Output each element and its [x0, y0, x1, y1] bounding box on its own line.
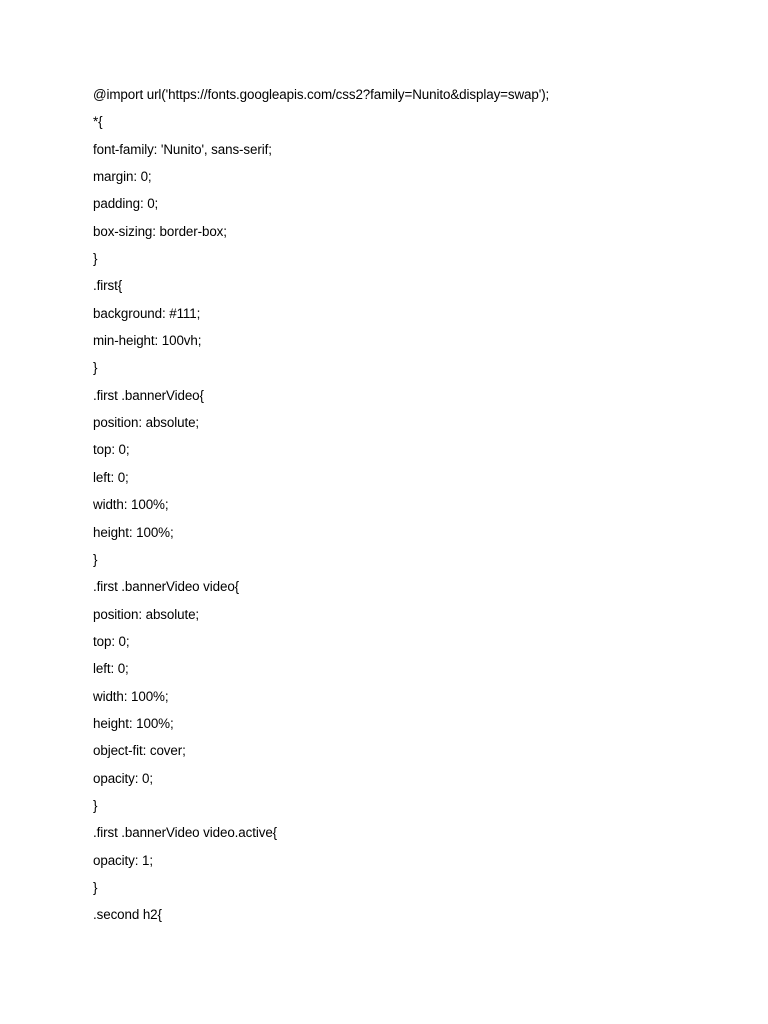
code-line: font-family: 'Nunito', sans-serif;: [93, 141, 272, 157]
code-line: position: absolute;: [93, 606, 200, 622]
code-line: }: [93, 360, 98, 376]
code-line: }: [93, 551, 98, 567]
code-line: opacity: 0;: [93, 770, 153, 786]
code-line: box-sizing: border-box;: [93, 223, 227, 239]
code-line: min-height: 100vh;: [93, 333, 202, 349]
code-line: height: 100%;: [93, 715, 174, 731]
code-line: top: 0;: [93, 442, 130, 458]
code-line: .second h2{: [93, 907, 162, 923]
code-line: object-fit: cover;: [93, 743, 186, 759]
code-line: *{: [93, 114, 103, 130]
code-line: }: [93, 251, 98, 267]
code-line: width: 100%;: [93, 497, 169, 513]
code-line: height: 100%;: [93, 524, 174, 540]
code-line: .first .bannerVideo{: [93, 387, 204, 403]
code-line: opacity: 1;: [93, 852, 153, 868]
code-line: position: absolute;: [93, 415, 200, 431]
code-line: .first{: [93, 278, 123, 294]
code-line: }: [93, 879, 98, 895]
code-line: @import url('https://fonts.googleapis.com/css2?family=Nunito&display=swap');: [93, 87, 550, 102]
code-line: .first .bannerVideo video.active{: [93, 825, 278, 841]
code-line: background: #111;: [93, 305, 201, 321]
code-line: }: [93, 797, 98, 813]
code-line: width: 100%;: [93, 688, 169, 704]
code-text-block: [93, 85, 549, 933]
code-line: padding: 0;: [93, 196, 159, 212]
code-line: left: 0;: [93, 661, 129, 677]
code-line: margin: 0;: [93, 169, 152, 185]
code-line: .first .bannerVideo video{: [93, 579, 240, 595]
code-line: top: 0;: [93, 633, 130, 649]
code-line: left: 0;: [93, 469, 129, 485]
